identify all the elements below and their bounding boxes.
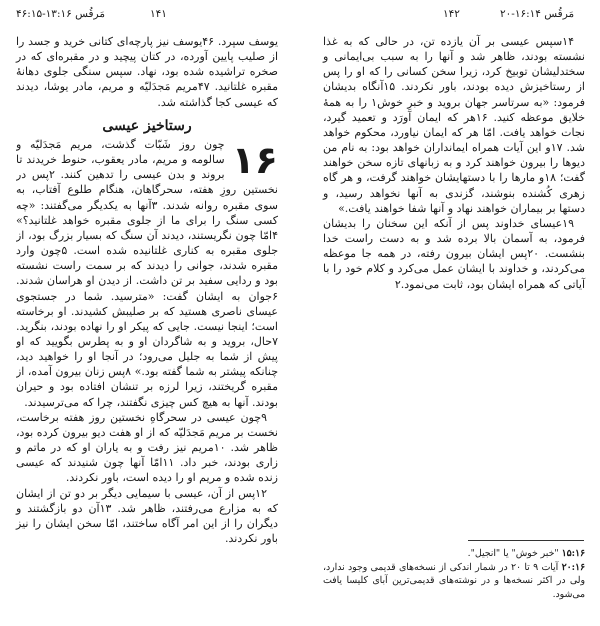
footnote-1-text: "خبر خوش" یا "انجیل".: [467, 548, 559, 559]
chapter-16-text: چون روز شَبّات گذشت، مریم مَجدَلیّه و سالومه و مریم، مادر یعقوب، حنوط خریدند تا بروند و بدن عیسی را تدهین کنند. ۲پس در نخستین روزِ هفته، سحرگاهان، هنگام طلوع آفتاب، به سوی مقبره روانه شدند. ۳آنها به یکدیگر می‌گفتند: «چه کسی سنگ را برای ما از جلوی مقبره خواهد غلتانید؟» ۴امّا چون نگریستند، دیدند آن سنگ که بسیار بزرگ بود، از جلوی مقبره به کناری غلتانیده شده است. ۵چون وارد مقبره شدند، جوانی را دیدند که بر سمت راست نشسته بود و ردایی سفید بر تن داشت. از دیدن او هراسان شدند. ۶جوان به ایشان گفت: «مترسید. شما در جستجوی عیسای ناصری هستید که بر صلیبش کشیدند. او برخاسته است؛ اینجا نیست. جایی که پیکر او را نهاده بودند، بنگرید. ۷حال، بروید و به شاگردان او و به پطرس بگویید که او پیش از شما به جلیل می‌رود؛ در آنجا او را خواهید دید، چنانکه پیشتر به شما گفته بود.» ۸پس زنان بیرون آمده، از مقبره گریختند، زیرا لرزه بر تنشان افتاده بود و حیران بودند. آنها به هیچ کس چیزی نگفتند، چرا که می‌ترسیدند.: [16, 137, 278, 409]
footnote-2-text: آیات ۹ تا ۲۰ در شمار اندکی از نسخه‌های قدیمی وجود ندارد، ولی در اکثر نسخه‌ها و در نوشته‌های قدیمی‌ترین آبای کلیسا یافت می‌شود.: [323, 561, 585, 600]
right-header: [500, 8, 574, 20]
footnote-divider: [468, 540, 584, 541]
footnote-2-ref: ۲۰:۱۶: [561, 561, 585, 573]
left-column: [16, 34, 278, 546]
footnote-1: [323, 547, 585, 561]
footnotes: [323, 547, 585, 601]
left-paragraph-4: ۱۲پس از آن، عیسی با سیمایی دیگر بر دو تن از ایشان که به مزارع می‌رفتند، ظاهر شد. ۱۳آن دو بازگشتند و دیگران را از این امر آگاه ساختند، امّا سخن ایشان را نیز باور نکردند.: [16, 486, 278, 545]
left-page-title: مَرقُس ۱۳:۱۶-۴۶:۱۵: [16, 8, 105, 20]
chapter-16-block: [16, 137, 278, 410]
chapter-number: ۱۶: [231, 137, 278, 182]
right-paragraph-2: ۱۹عیسای خداوند پس از آنکه این سخنان را بدیشان فرمود، به آسمان بالا برده شد و به دست راست خدا بنشست. ۲۰پس ایشان بیرون رفته، در همه جا موعظه می‌کردند، و خداوند با ایشان عمل می‌کرد و کلام خود را با آیاتی که همراه ایشان بود، ثابت می‌نمود.۲: [323, 216, 585, 291]
footnote-2: [323, 561, 585, 602]
left-paragraph-3: ۹چون عیسی در سحرگاهِ نخستین روز هفته برخاست، نخست بر مریم مَجدَلیّه که از او هفت دیو بیرون کرده بود، ظاهر شد. ۱۰مریم نیز رفت و به یاران او که در ماتم و زاری بودند، خبر داد. ۱۱امّا آنها چون شنیدند که عیسی زنده شده و مریم او را دیده است، باور نکردند.: [16, 410, 278, 485]
right-paragraph-1: ۱۴سپس عیسی بر آن یازده تن، در حالی که به غذا نشسته بودند، ظاهر شد و آنها را به سبب بی‌ایمانی و سختدلیشان توبیخ کرد، زیرا سخن کسانی را که او را پس از رستاخیزش دیده بودند، باور نکردند. ۱۵آنگاه بدیشان فرمود: «به سرتاسر جهان بروید و خبرِ خوش۱ را به همهٔ خلایق موعظه کنید. ۱۶هر که ایمان آورَد و تعمید گیرد، نجات خواهد یافت. امّا هر که ایمان نیاورد، محکوم خواهد شد. ۱۷و این آیات همراه ایمانداران خواهد بود: به نام من دیوها را بیرون خواهند کرد و به زبانهای تازه سخن خواهند گفت؛ ۱۸و مارها را با دستهایشان خواهند گرفت، و هر گاه زهری کُشنده بنوشند، گزندی به آنها نخواهد رسید، و دستها بر بیماران خواهند نهاد و آنها شفا خواهند یافت.»: [323, 35, 585, 215]
left-page-number: ۱۴۱: [150, 8, 167, 20]
section-heading: رستاخیز عیسی: [102, 117, 192, 134]
left-header: [16, 8, 105, 20]
footnote-1-ref: ۱۵:۱۶: [561, 548, 585, 559]
right-page-number: ۱۴۲: [443, 8, 460, 20]
right-column: [323, 34, 585, 292]
left-paragraph-1: یوسف سپرد. ۴۶یوسف نیز پارچه‌ای کتانی خرید و جسد را از صلیب پایین آورده، در کتان پیچید و در مقبره‌ای که در صخره تراشیده شده بود، نهاد. سپس سنگی جلوی دهانهٔ مقبره غلتانید. ۴۷مریم مَجدَلیّه و مریم، مادر یوشا، دیدند که عیسی کجا گذاشته شد.: [16, 35, 279, 109]
right-page-title: مَرقُس ۱۶:۱۴-۲۰: [500, 8, 575, 20]
